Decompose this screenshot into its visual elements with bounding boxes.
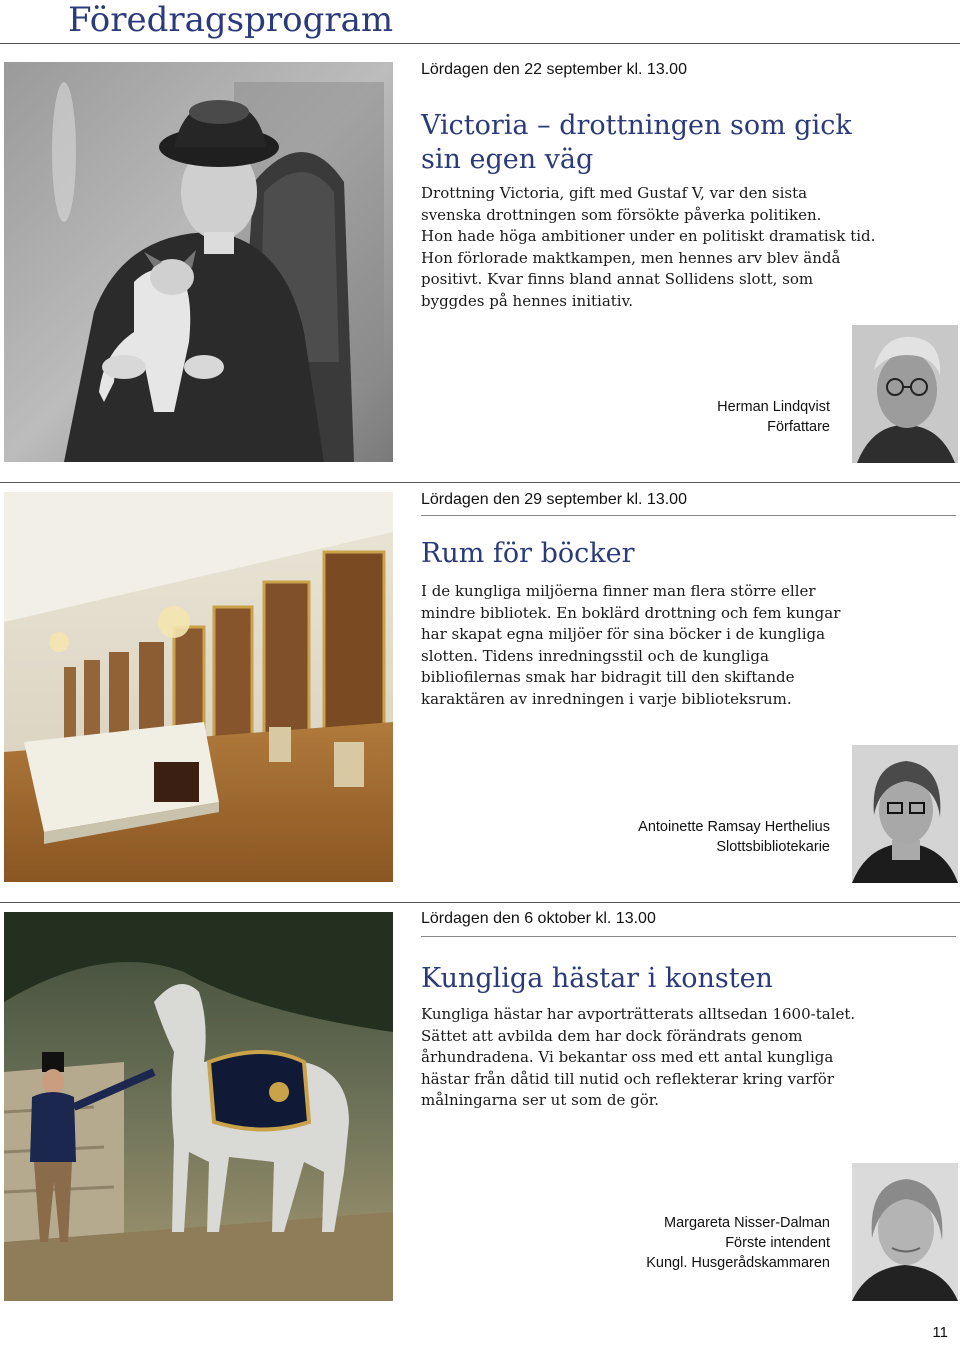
speaker3-portrait-photo [852, 1163, 958, 1301]
section1-date: Lördagen den 22 september kl. 13.00 [421, 61, 687, 78]
section3-title: Kungliga hästar i konsten [421, 963, 773, 994]
library-photo [4, 492, 393, 882]
section-divider [0, 902, 960, 903]
victoria-portrait-photo [4, 62, 393, 462]
section1-body-line: positivt. Kvar finns bland annat Sollidens slott, som [421, 270, 814, 289]
section2-body-line: bibliofilernas smak har bidragit till den skiftande [421, 668, 795, 687]
speaker-name: Herman Lindqvist [717, 399, 830, 415]
section2-speaker [638, 817, 830, 857]
section2-body-line: karaktären av inredningen i varje biblioteksrum. [421, 689, 792, 708]
section3-date: Lördagen den 6 oktober kl. 13.00 [421, 910, 656, 927]
speaker-name: Antoinette Ramsay Herthelius [638, 819, 830, 835]
section2-body-line: slotten. Tidens inredningsstil och de kungliga [421, 646, 769, 665]
speaker-role: Förste intendent [725, 1235, 830, 1251]
section2-body-line: I de kungliga miljöerna finner man flera större eller [421, 582, 816, 600]
section2-title: Rum för böcker [421, 538, 635, 569]
section2-body [421, 581, 881, 711]
speaker-role: Författare [767, 419, 830, 435]
horse-painting-photo [4, 912, 393, 1301]
page-number: 11 [932, 1324, 948, 1341]
title-rule [0, 43, 960, 44]
date-underline [421, 936, 956, 937]
speaker1-portrait-photo [852, 325, 958, 463]
section1-body-line: byggdes på hennes initiativ. [421, 291, 634, 310]
section2-date: Lördagen den 29 september kl. 13.00 [421, 491, 687, 508]
page-title: Föredragsprogram [68, 0, 394, 40]
section1-body-line: Hon förlorade maktkampen, men hennes arv blev ändå [421, 248, 841, 267]
section1-body-line: Drottning Victoria, gift med Gustaf V, var den sista [421, 184, 808, 202]
section1-body-line: svenska drottningen som försökte påverka politiken. [421, 205, 822, 224]
section1-body-line: Hon hade höga ambitioner under en politiskt dramatisk tid. [421, 227, 876, 246]
section2-body-line: mindre bibliotek. En boklärd drottning och fem kungar [421, 603, 841, 622]
section3-body-line: målningarna ser ut som de gör. [421, 1091, 660, 1110]
section-divider [0, 482, 960, 483]
speaker2-portrait-photo [852, 745, 958, 883]
section1-title-line2: sin egen väg [421, 144, 594, 175]
speaker-organization: Kungl. Husgerådskammaren [646, 1255, 830, 1271]
speaker-name: Margareta Nisser-Dalman [664, 1215, 830, 1231]
section3-body-line: Sättet att avbilda dem har dock förändrats genom [421, 1026, 803, 1045]
section3-body-line: Kungliga hästar har avporträtterats alltsedan 1600-talet. [421, 1005, 856, 1023]
section3-body-line: hästar från dåtid till nutid och reflekterar kring varför [421, 1069, 835, 1088]
date-underline [421, 515, 956, 516]
section1-speaker [717, 397, 830, 437]
section2-body-line: har skapat egna miljöer för sina böcker i de kungliga [421, 625, 826, 644]
section3-speaker [646, 1213, 830, 1273]
speaker-role: Slottsbibliotekarie [716, 839, 830, 855]
section3-body [421, 1004, 881, 1112]
section3-body-line: århundradena. Vi bekantar oss med ett antal kungliga [421, 1048, 834, 1067]
section1-title [421, 109, 852, 177]
section1-body [421, 183, 881, 313]
section1-title-line1: Victoria – drottningen som gick [421, 110, 852, 141]
